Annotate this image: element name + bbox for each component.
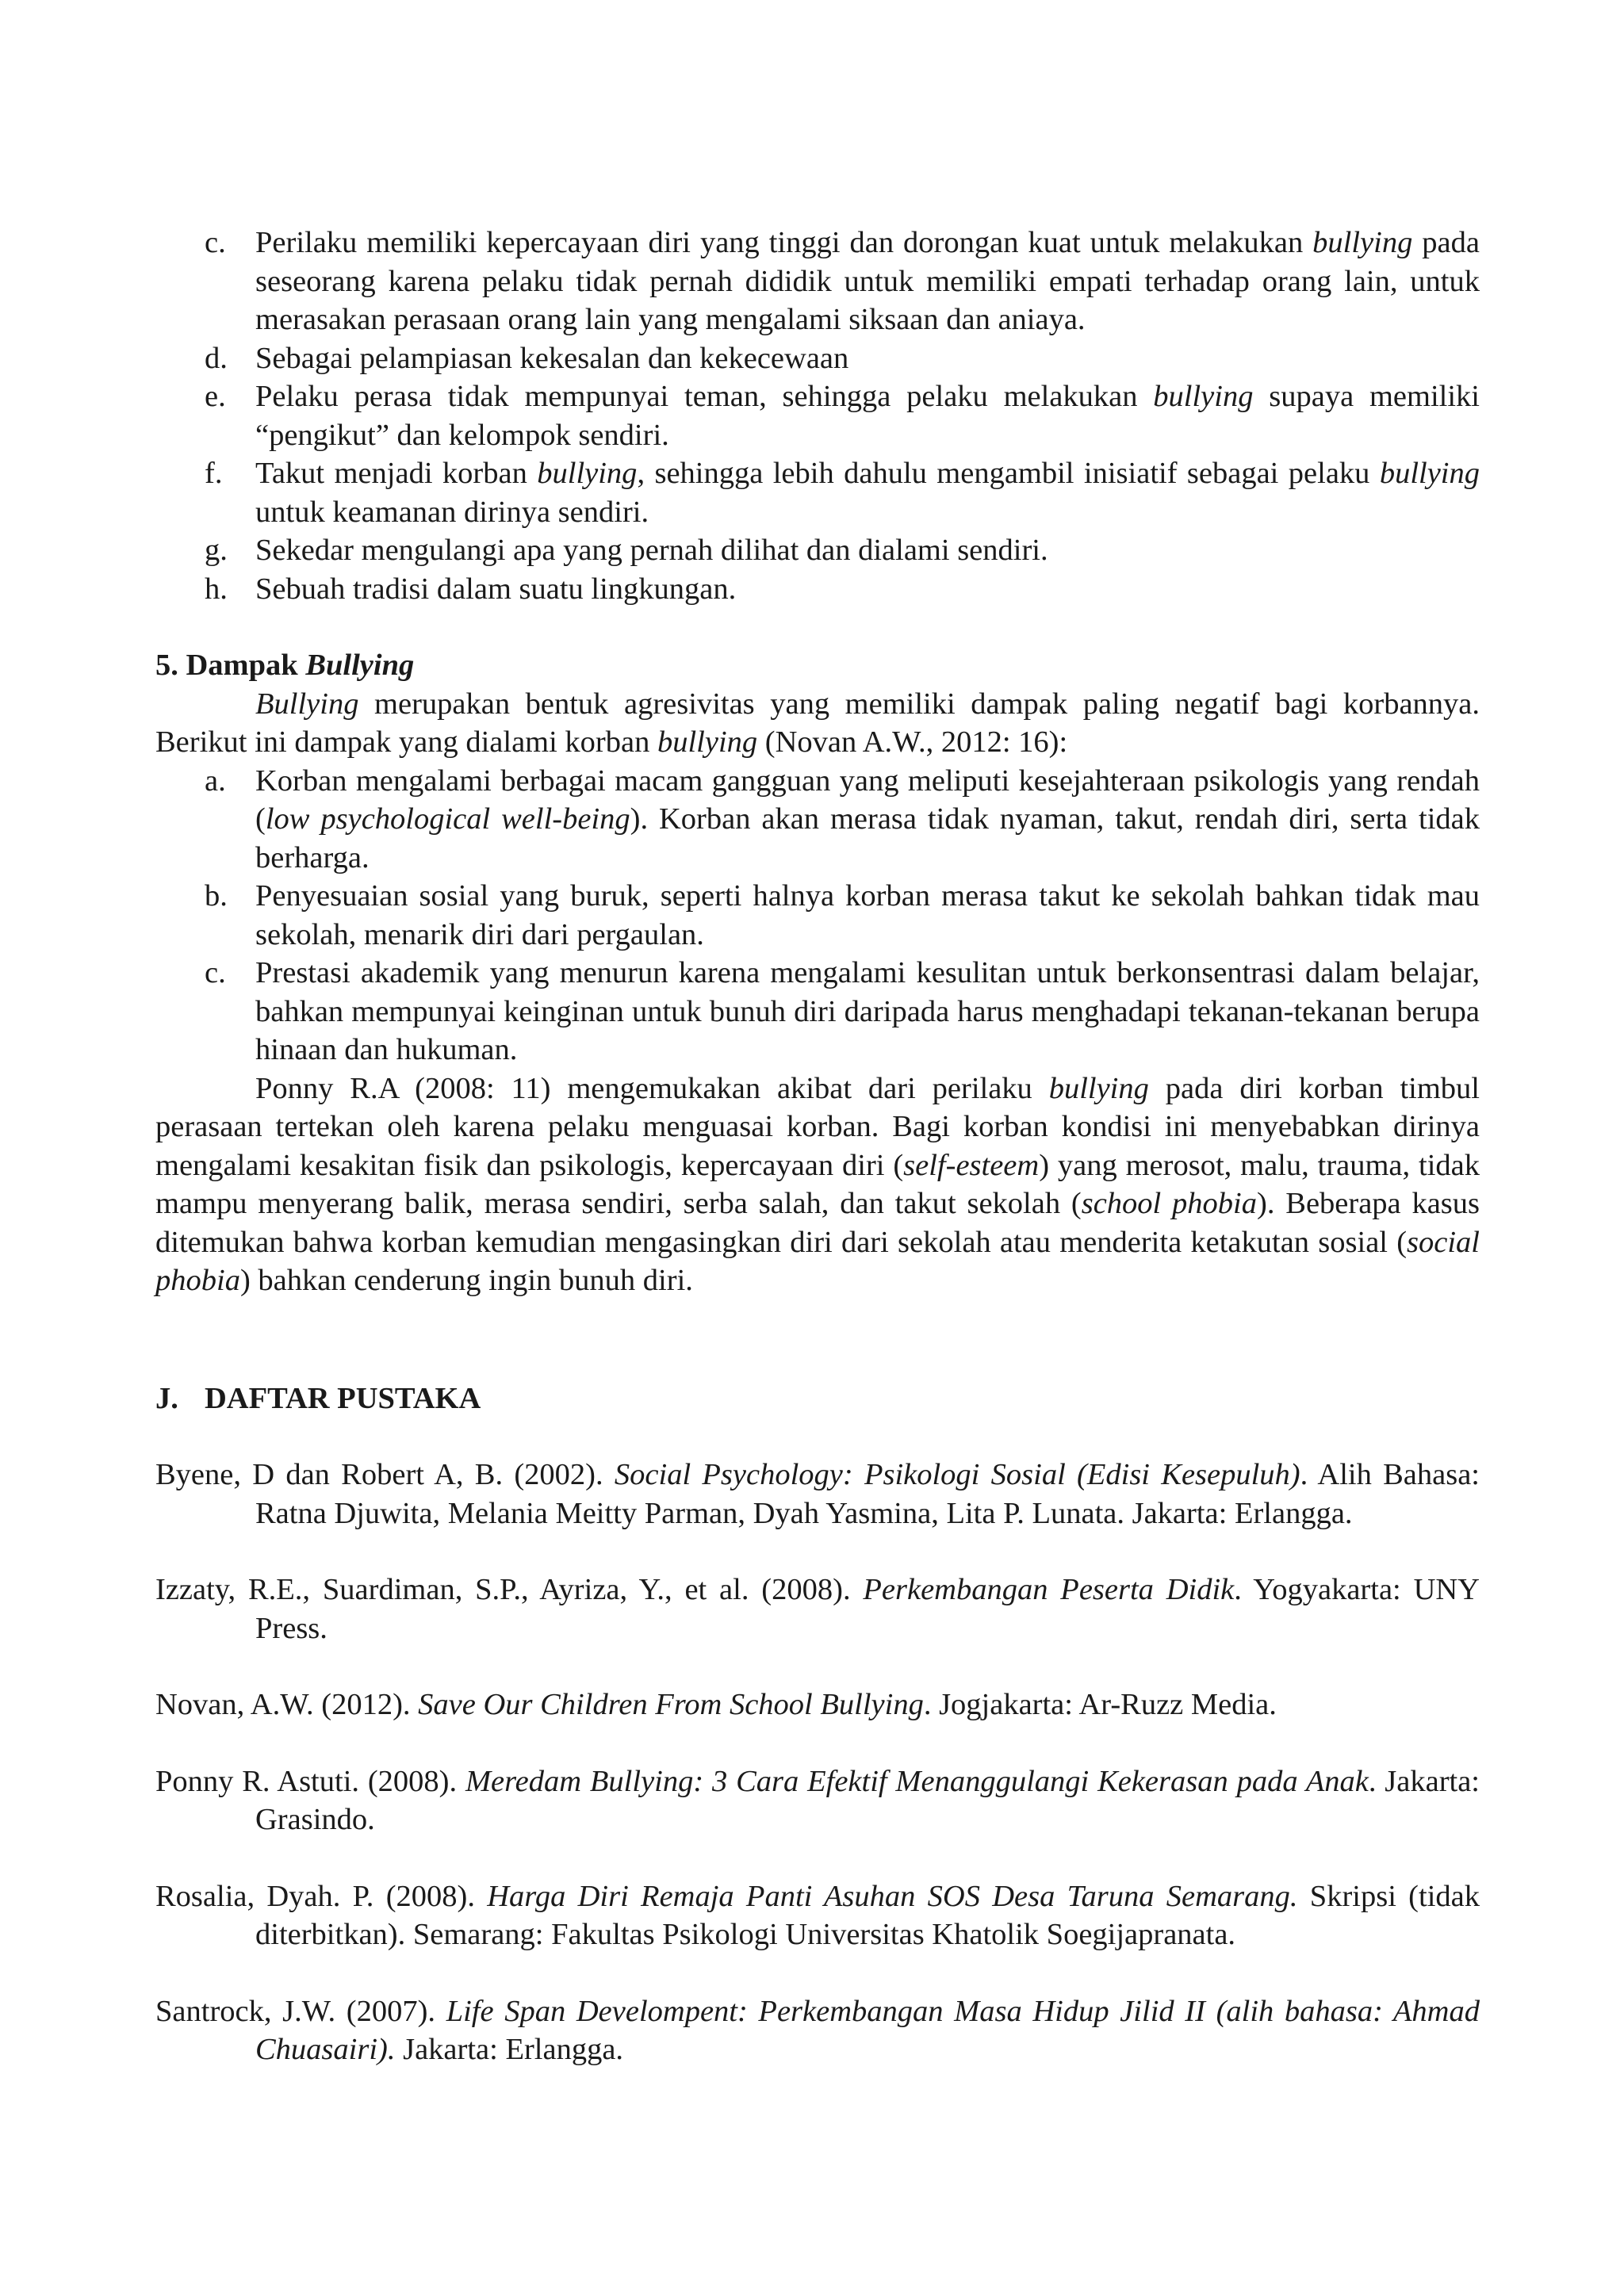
- italic-term: bullying: [1153, 380, 1254, 413]
- italic-term: school phobia: [1081, 1187, 1258, 1220]
- list-item: [155, 224, 1480, 339]
- italic-term: low psychological well-being: [265, 802, 630, 836]
- references-heading: [155, 1380, 1480, 1418]
- list-item: [155, 339, 1480, 378]
- reference-entry: Rosalia, Dyah. P. (2008). Harga Diri Remaja Panti Asuhan SOS Desa Taruna Semarang. Skripsi (tidak diterbitkan). Semarang: Fakultas Psikologi Universitas Khatolik Soegijapranata.: [155, 1879, 1480, 1951]
- list-item-label: d.: [205, 341, 228, 375]
- italic-term: self-esteem: [903, 1148, 1040, 1182]
- italic-term: bullying: [657, 725, 758, 759]
- list-item-label: h.: [205, 572, 228, 606]
- list-item-label: f.: [205, 457, 223, 490]
- section-heading-italic: Bullying: [305, 649, 415, 682]
- italic-term: bullying: [1312, 226, 1413, 259]
- list-item: [155, 954, 1480, 1070]
- list-item: [155, 531, 1480, 570]
- list-item-label: c.: [205, 956, 226, 989]
- list-item: [155, 570, 1480, 609]
- reference-entry: Izzaty, R.E., Suardiman, S.P., Ayriza, Y., et al. (2008). Perkembangan Peserta Didik. Yogyakarta: UNY Press.: [155, 1573, 1480, 1645]
- list-item-text: Sebuah tradisi dalam suatu lingkungan.: [255, 572, 737, 606]
- list-item-text: Prestasi akademik yang menurun karena mengalami kesulitan untuk berkonsentrasi dalam belajar, bahkan mempunyai keinginan untuk bunuh diri daripada harus menghadapi tekanan-tekanan berupa hinaan dan hukuman.: [255, 956, 1480, 1066]
- references-heading-title: DAFTAR PUSTAKA: [205, 1381, 481, 1415]
- italic-term: Meredam Bullying: 3 Cara Efektif Menanggulangi Kekerasan pada Anak: [465, 1764, 1369, 1798]
- italic-term: Bullying: [255, 687, 359, 721]
- italic-term: bullying: [537, 457, 638, 490]
- reference-entry: Santrock, J.W. (2007). Life Span Develompent: Perkembangan Masa Hidup Jilid II (alih bahasa: Ahmad Chuasairi). Jakarta: Erlangga.: [155, 1994, 1480, 2066]
- references-list: [155, 1456, 1480, 2069]
- section-intro-paragraph: Bullying merupakan bentuk agresivitas yang memiliki dampak paling negatif bagi korbannya. Berikut ini dampak yang dialami korban bullying (Novan A.W., 2012: 16):: [155, 687, 1480, 759]
- document-page: [155, 224, 1480, 2107]
- list-item-text: Korban mengalami berbagai macam gangguan yang meliputi kesejahteraan psikologis yang rendah (low psychological well-being). Korban akan merasa tidak nyaman, takut, rendah diri, serta tidak berharga.: [255, 763, 1480, 874]
- impact-list: [155, 762, 1480, 1070]
- italic-term: Perkembangan Peserta Didik: [863, 1573, 1235, 1606]
- italic-term: social phobia: [155, 1225, 1480, 1297]
- section-heading-prefix: 5. Dampak: [155, 649, 306, 682]
- list-item-label: a.: [205, 763, 226, 798]
- references-heading-number: J.: [155, 1381, 178, 1415]
- italic-term: Save Our Children From School Bullying: [418, 1688, 924, 1721]
- list-item-label: e.: [205, 380, 226, 413]
- list-item-text: Pelaku perasa tidak mempunyai teman, sehingga pelaku melakukan bullying supaya memiliki “pengikut” dan kelompok sendiri.: [255, 380, 1480, 452]
- list-item: [155, 454, 1480, 531]
- list-item-text: Sebagai pelampiasan kekesalan dan kekecewaan: [255, 341, 849, 375]
- list-item-text: Sekedar mengulangi apa yang pernah dilihat dan dialami sendiri.: [255, 534, 1048, 567]
- reference-entry: Novan, A.W. (2012). Save Our Children From School Bullying. Jogjakarta: Ar-Ruzz Media.: [155, 1688, 1277, 1721]
- list-item: [155, 877, 1480, 954]
- italic-term: bullying: [1048, 1071, 1149, 1105]
- closing-paragraph: Ponny R.A (2008: 11) mengemukakan akibat dari perilaku bullying pada diri korban timbul perasaan tertekan oleh karena pelaku menguasai korban. Bagi korban kondisi ini menyebabkan dirinya mengalami kesakitan fisik dan psikologis, kepercayaan diri (self-esteem) yang merosot, malu, trauma, tidak mampu menyerang balik, merasa sendiri, serba salah, dan takut sekolah (school phobia). Beberapa kasus ditemukan bahwa korban kemudian mengasingkan diri dari sekolah atau menderita ketakutan sosial (social phobia) bahkan cenderung ingin bunuh diri.: [155, 1071, 1480, 1297]
- list-item-text: Perilaku memiliki kepercayaan diri yang tinggi dan dorongan kuat untuk melakukan bullying pada seseorang karena pelaku tidak pernah dididik untuk memiliki empati terhadap orang lain, untuk merasakan perasaan orang lain yang mengalami siksaan dan aniaya.: [255, 226, 1480, 336]
- italic-term: bullying: [1379, 457, 1480, 490]
- section-heading-dampak-bullying: [155, 646, 1480, 685]
- reference-entry: Ponny R. Astuti. (2008). Meredam Bullying: 3 Cara Efektif Menanggulangi Kekerasan pada Anak. Jakarta: Grasindo.: [155, 1764, 1480, 1836]
- italic-term: Social Psychology: Psikologi Sosial (Edisi Kesepuluh): [614, 1458, 1300, 1491]
- list-item: [155, 762, 1480, 878]
- italic-term: Life Span Develompent: Perkembangan Masa Hidup Jilid II (alih bahasa: Ahmad Chuasairi).: [255, 1994, 1480, 2066]
- causes-list: [155, 224, 1480, 608]
- list-item-label: c.: [205, 226, 226, 259]
- reference-entry: Byene, D dan Robert A, B. (2002). Social Psychology: Psikologi Sosial (Edisi Kesepuluh). Alih Bahasa: Ratna Djuwita, Melania Meitty Parman, Dyah Yasmina, Lita P. Lunata. Jakarta: Erlangga.: [155, 1458, 1480, 1530]
- list-item-text: Takut menjadi korban bullying, sehingga lebih dahulu mengambil inisiatif sebagai pelaku bullying untuk keamanan dirinya sendiri.: [255, 457, 1480, 529]
- list-item-text: Penyesuaian sosial yang buruk, seperti halnya korban merasa takut ke sekolah bahkan tidak mau sekolah, menarik diri dari pergaulan.: [255, 879, 1480, 951]
- list-item: [155, 377, 1480, 454]
- list-item-label: g.: [205, 534, 228, 567]
- italic-term: Harga Diri Remaja Panti Asuhan SOS Desa Taruna Semarang.: [487, 1879, 1298, 1913]
- list-item-label: b.: [205, 879, 228, 913]
